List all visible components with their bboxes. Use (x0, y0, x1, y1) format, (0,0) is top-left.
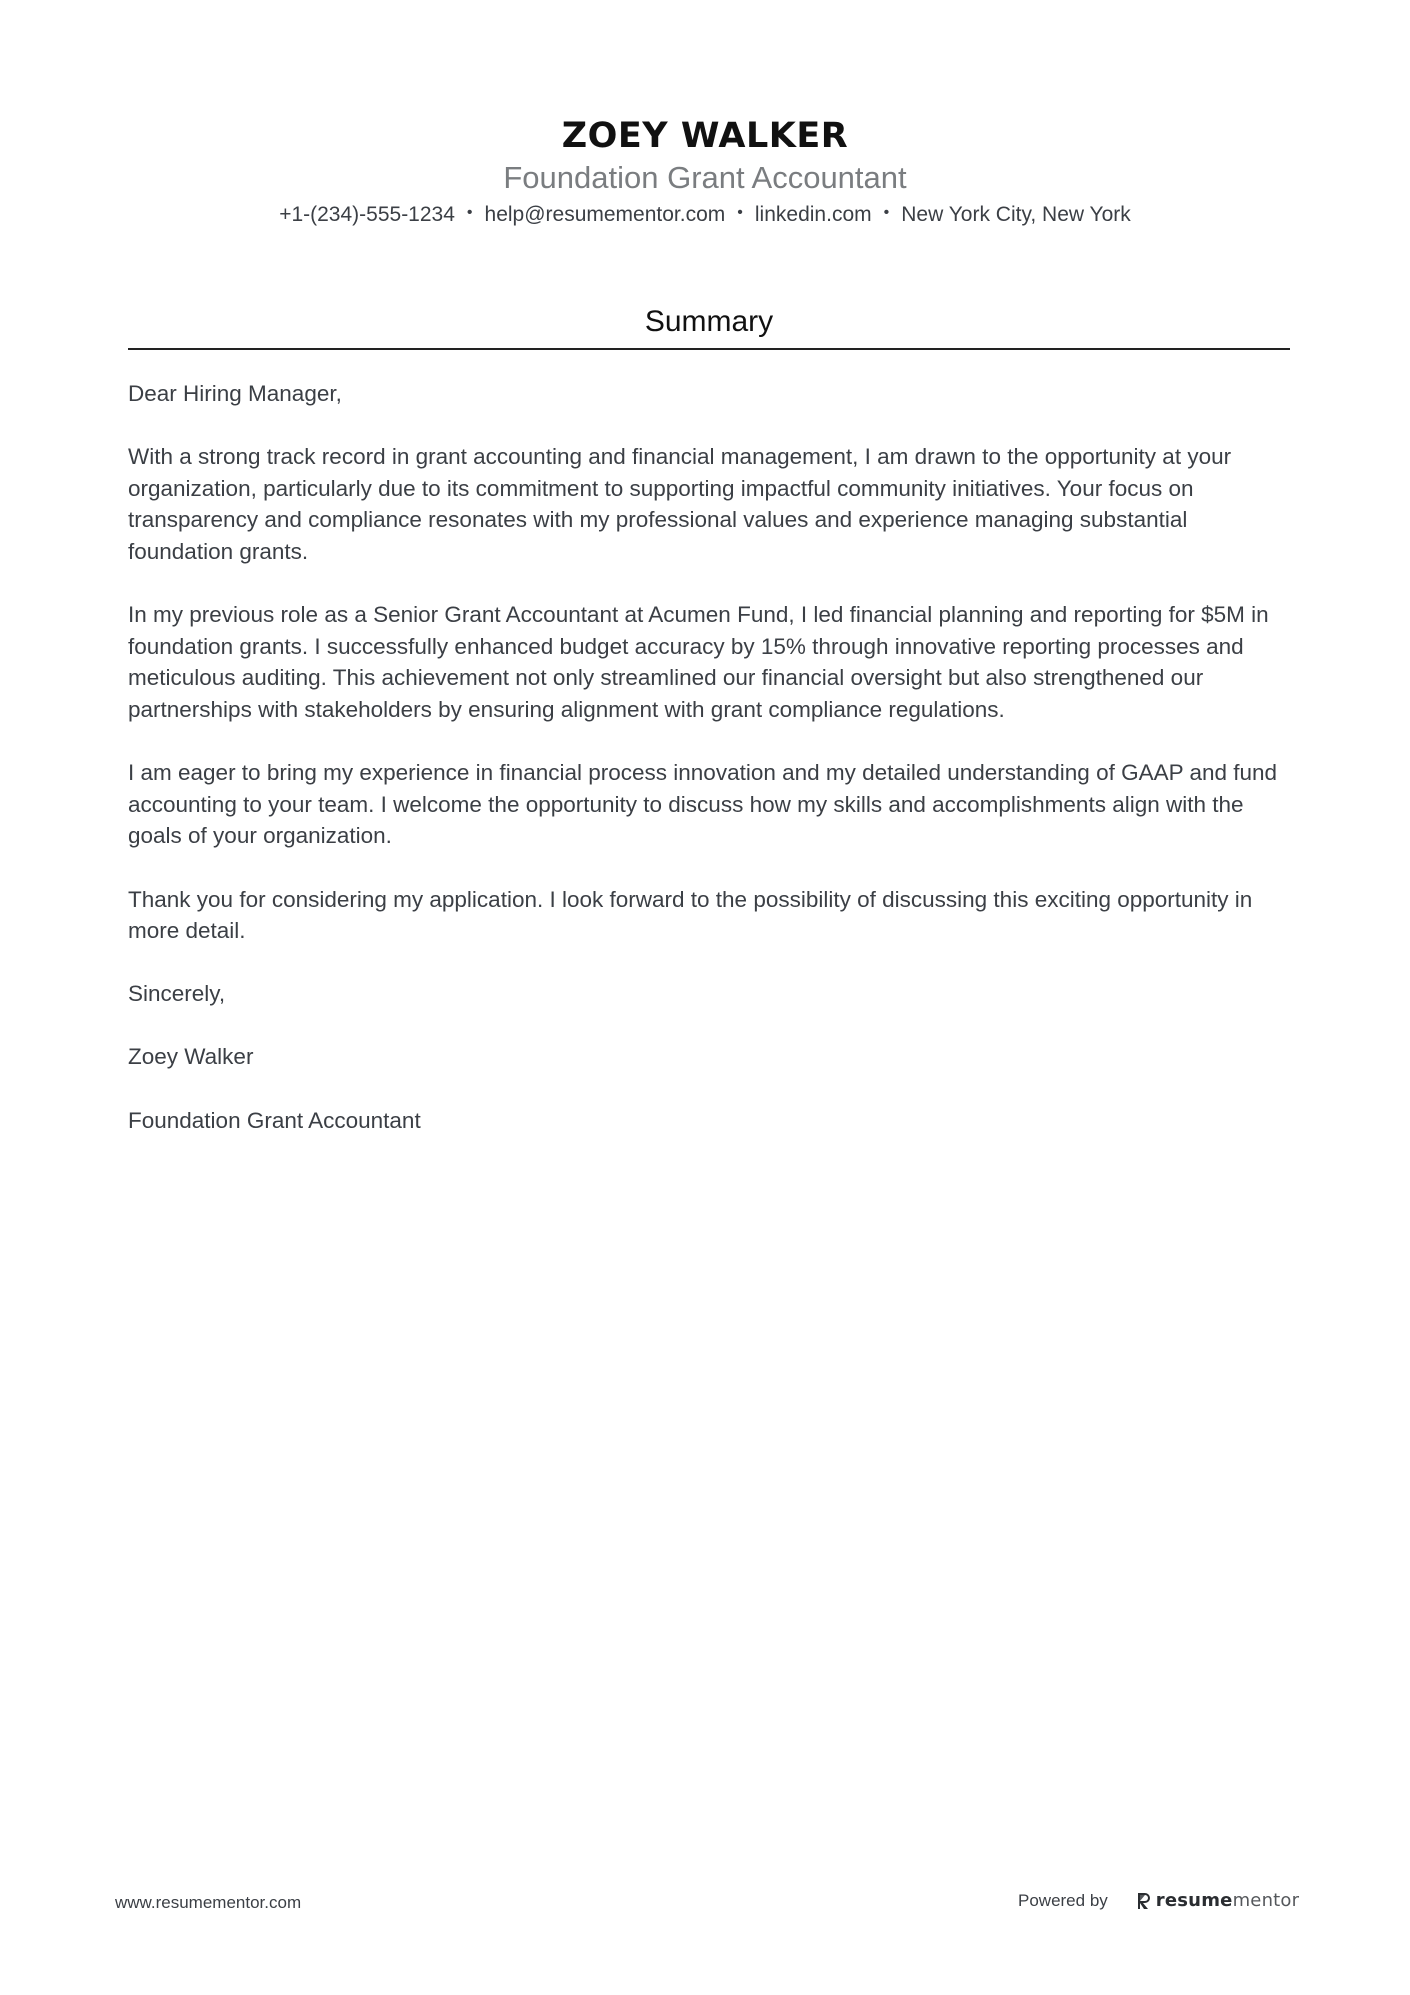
logo-wordmark (1156, 1890, 1299, 1911)
powered-by-label: Powered by (1018, 1890, 1108, 1910)
footer-branding (1018, 1890, 1299, 1911)
letter-header (0, 112, 1410, 230)
contact-separator: • (466, 204, 473, 222)
logo-wordmark-part2: mentor (1232, 1890, 1300, 1911)
candidate-name: ZOEY WALKER (561, 116, 849, 156)
footer-website[interactable]: www.resumementor.com (115, 1893, 302, 1912)
contact-separator: • (737, 204, 743, 222)
letter-paragraph: In my previous role as a Senior Grant Accountant at Acumen Fund, I led financial planning and reporting for $5M in foundation grants. I successfully enhanced budget accuracy by 15% through innovative reporting processes and meticulous auditing. This achievement not only streamlined our financial oversight but also strengthened our partnerships with stakeholders by ensuring alignment with grant compliance regulations. (128, 602, 1269, 722)
candidate-title: Foundation Grant Accountant (503, 160, 907, 195)
letter-greeting: Dear Hiring Manager, (128, 381, 342, 406)
contact-email[interactable]: help@resumementor.com (484, 203, 726, 226)
resumementor-logo[interactable] (1136, 1890, 1299, 1911)
section-heading-summary: Summary (128, 302, 1290, 350)
contact-website[interactable]: linkedin.com (754, 203, 872, 226)
contact-location: New York City, New York (901, 203, 1131, 226)
contact-separator: • (883, 204, 890, 222)
signature-title: Foundation Grant Accountant (128, 1107, 421, 1133)
contact-line (0, 200, 1410, 230)
letter-closing: Sincerely, (128, 981, 226, 1007)
letter-paragraph: With a strong track record in grant accounting and financial management, I am drawn to the opportunity at your organization, particularly due to its commitment to supporting impactful community initiatives. Your focus on transparency and compliance resonates with my professional values and experience managing substantial foundation grants. (128, 444, 1232, 564)
letter-paragraph: Thank you for considering my application. I look forward to the possibility of discussing this exciting opportunity in more detail. (128, 886, 1253, 944)
logo-wordmark-part1: resume (1155, 1890, 1233, 1911)
letter-paragraph: I am eager to bring my experience in financial process innovation and my detailed understanding of GAAP and fund accounting to your team. I welcome the opportunity to discuss how my skills and accomplishments align with the goals of your organization. (128, 760, 1278, 849)
signature-name: Zoey Walker (128, 1044, 254, 1070)
resumementor-logo-icon (1136, 1891, 1152, 1911)
letter-body (128, 378, 1290, 1168)
contact-phone: +1-(234)-555-1234 (279, 203, 455, 226)
